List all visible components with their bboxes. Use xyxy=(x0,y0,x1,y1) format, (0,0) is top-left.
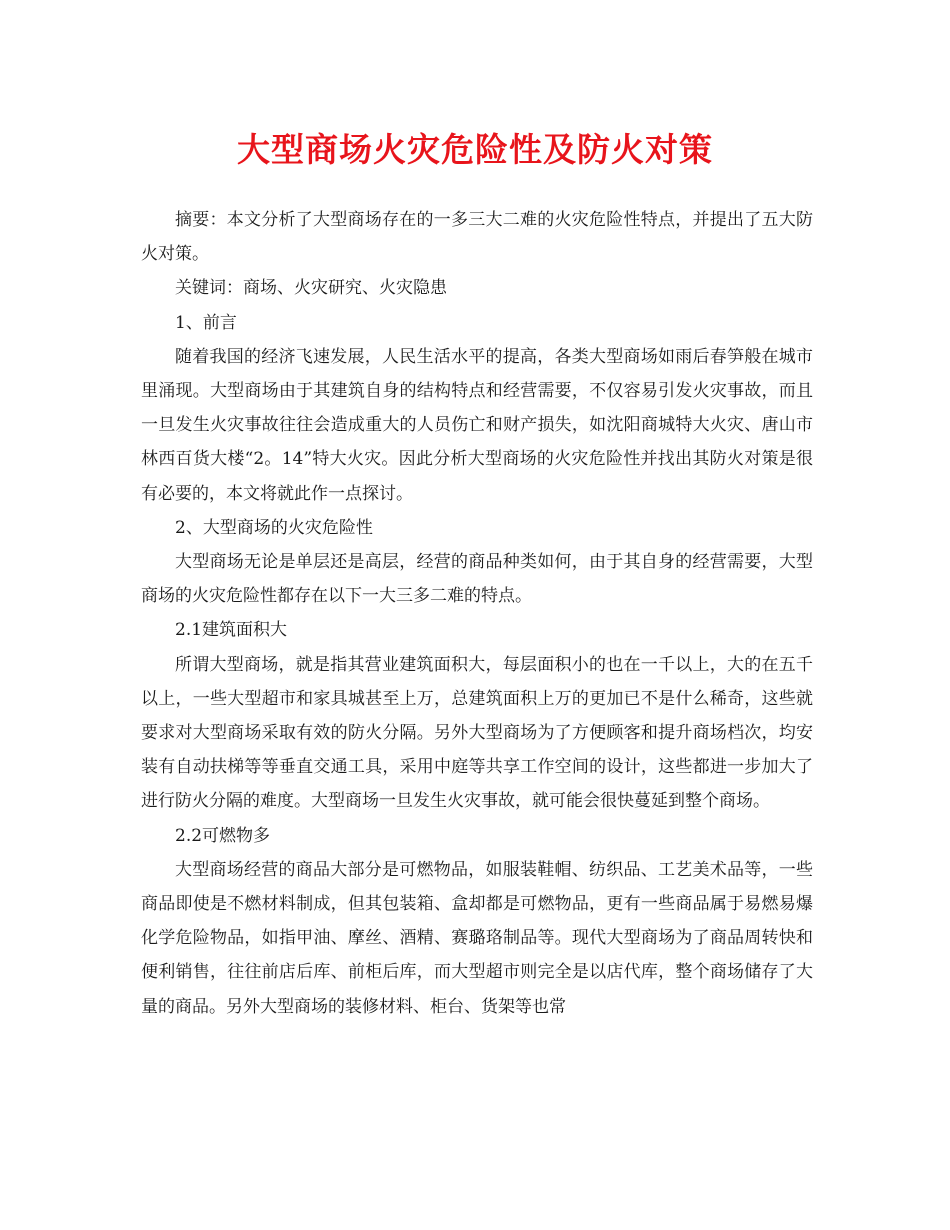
body-paragraph: 所谓大型商场，就是指其营业建筑面积大，每层面积小的也在一千以上，大的在五千以上，一些大型超市和家具城甚至上万，总建筑面积上万的更加已不是什么稀奇，这些就要求对大型商场采取有效的防火分隔。另外大型商场为了方便顾客和提升商场档次，均安装有自动扶梯等等垂直交通工具，采用中庭等共享工作空间的设计，这些都进一步加大了进行防火分隔的难度。大型商场一旦发生火灾事故，就可能会很快蔓延到整个商场。 xyxy=(141,654,813,812)
document-title: 大型商场火灾危险性及防火对策 xyxy=(237,130,713,169)
body-paragraph: 大型商场无论是单层还是高层，经营的商品种类如何，由于其自身的经营需要，大型商场的火灾危险性都存在以下一大三多二难的特点。 xyxy=(141,552,813,607)
section-heading-2: 2、大型商场的火灾危险性 xyxy=(175,517,373,538)
body-paragraph: 随着我国的经济飞速发展，人民生活水平的提高，各类大型商场如雨后春笋般在城市里涌现。大型商场由于其建筑自身的结构特点和经营需要，不仅容易引发火灾事故，而且一旦发生火灾事故往往会造成重大的人员伤亡和财产损失，如沈阳商城特大火灾、唐山市林西百货大楼“2。14”特大火灾。因此分析大型商场的火灾危险性并找出其防火对策是很有必要的，本文将就此作一点探讨。 xyxy=(141,346,813,504)
body-paragraph: 大型商场经营的商品大部分是可燃物品，如服装鞋帽、纺织品、工艺美术品等，一些商品即使是不燃材料制成，但其包装箱、盒却都是可燃物品，更有一些商品属于易燃易爆化学危险物品，如指甲油、摩丝、酒精、赛璐珞制品等。现代大型商场为了商品周转快和便利销售，往往前店后库、前柜后库，而大型超市则完全是以店代库，整个商场储存了大量的商品。另外大型商场的装修材料、柜台、货架等也常 xyxy=(141,859,813,1017)
document-body xyxy=(141,203,813,1024)
section-heading-1: 1、前言 xyxy=(175,312,237,333)
abstract-paragraph: 摘要：本文分析了大型商场存在的一多三大二难的火灾危险性特点，并提出了五大防火对策。 xyxy=(141,210,813,265)
subsection-heading-2-2: 2.2可燃物多 xyxy=(175,825,271,846)
subsection-heading-2-1: 2.1建筑面积大 xyxy=(175,620,288,641)
keywords-paragraph: 关键词：商场、火灾研究、火灾隐患 xyxy=(175,278,447,299)
